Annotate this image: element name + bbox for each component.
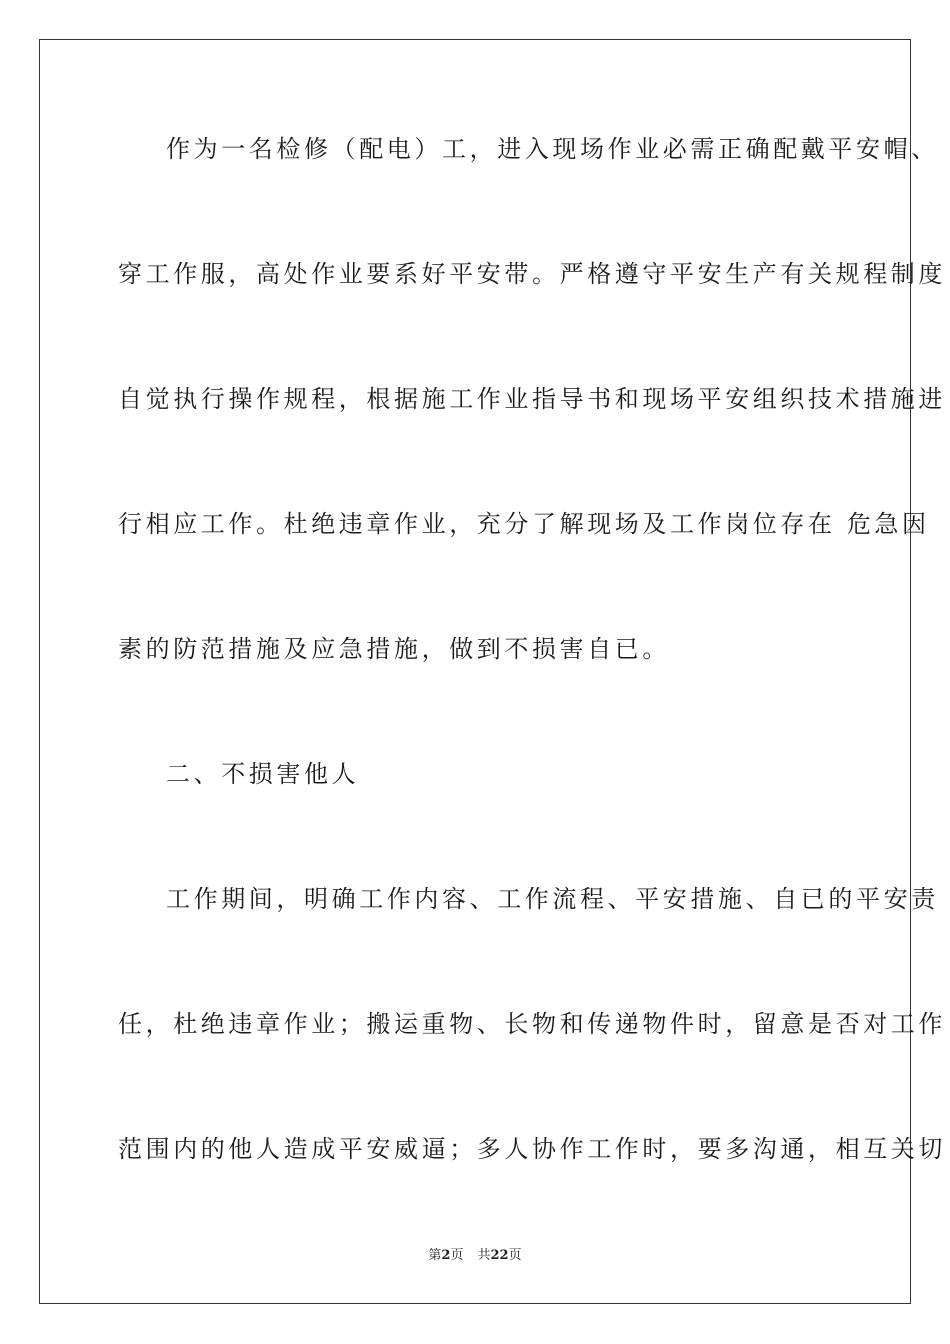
page-footer — [0, 1247, 950, 1265]
paragraph-line: 素的防范措施及应急措施，做到不损害自已。 — [118, 635, 670, 663]
total-page-count: 22 — [490, 1248, 509, 1263]
paragraph-line: 穿工作服，高处作业要系好平安带。严格遵守平安生产有关规程制度 — [118, 260, 946, 288]
section-heading: 二、不损害他人 — [166, 760, 360, 788]
paragraph-line: 工作期间，明确工作内容、工作流程、平安措施、自已的平安责 — [166, 885, 939, 913]
paragraph-line: 行相应工作。杜绝违章作业，充分了解现场及工作岗位存在 危急因 — [118, 510, 930, 538]
current-page-number: 2 — [441, 1248, 451, 1263]
total-prefix: 共 — [477, 1248, 491, 1263]
page-border — [39, 39, 911, 1304]
paragraph-line: 自觉执行操作规程，根据施工作业指导书和现场平安组织技术措施进 — [118, 385, 946, 413]
page-suffix: 页 — [450, 1248, 464, 1263]
paragraph-line: 范围内的他人造成平安威逼；多人协作工作时，要多沟通，相互关切 — [118, 1135, 946, 1163]
page-prefix: 第 — [428, 1248, 442, 1263]
paragraph-line: 任，杜绝违章作业；搬运重物、长物和传递物件时，留意是否对工作 — [118, 1010, 946, 1038]
paragraph-line: 作为一名检修（配电）工，进入现场作业必需正确配戴平安帽、 — [166, 135, 939, 163]
total-suffix: 页 — [508, 1248, 522, 1263]
